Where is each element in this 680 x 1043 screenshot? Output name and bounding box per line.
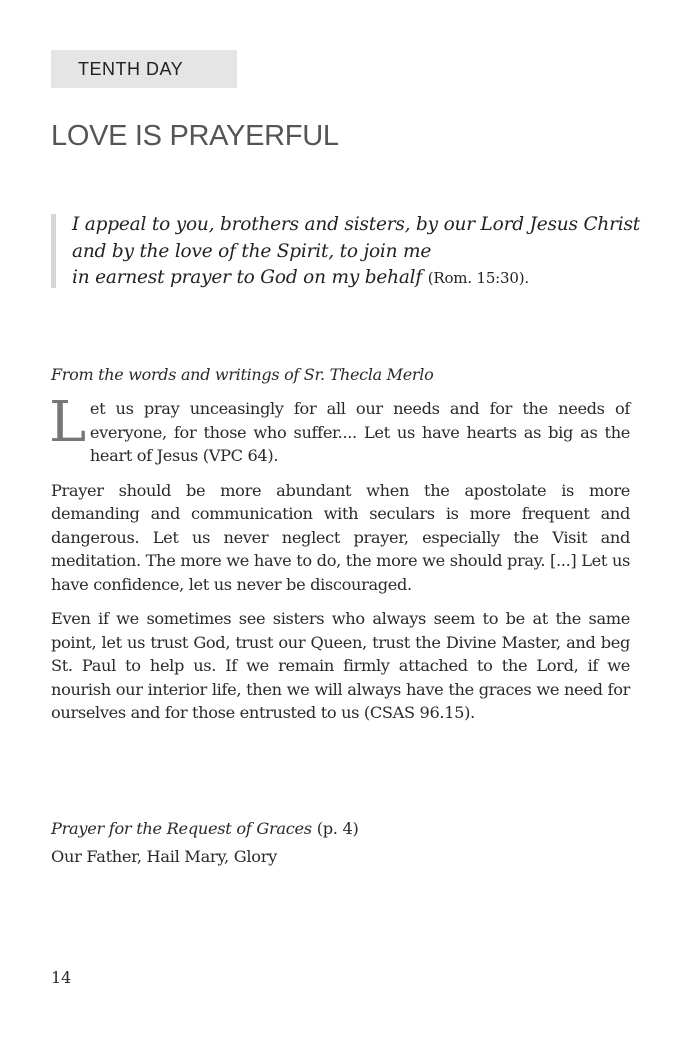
drop-cap: L — [49, 390, 86, 455]
paragraph-2: Prayer should be more abundant when the apostolate is more demanding and communication with seculars is more frequent and dangerous. Let us never neglect prayer, especially the Visit and meditation. The more we have to do, the more we should pray. [...] Let us have confidence, let us never be discouraged. — [51, 480, 630, 594]
body-text — [49, 390, 630, 736]
quote-reference: (Rom. 15:30). — [427, 269, 529, 287]
paragraph-3: Even if we sometimes see sisters who always seem to be at the same point, let us trust God, trust our Queen, trust the Divine Master, and beg St. Paul to help us. If we remain firmly attached to the Lord, if we nourish our interior life, then we will always have the graces we need for ourselves and for those entrusted to us (CSAS 96.15). — [51, 609, 630, 722]
quote-line-1: I appeal to you, brothers and sisters, by our Lord Jesus Christ — [72, 214, 641, 235]
page-title: LOVE IS PRAYERFUL — [51, 120, 339, 152]
quote-bar — [51, 214, 56, 288]
prayer-heading — [51, 816, 358, 842]
prayer-page-ref: (p. 4) — [316, 819, 359, 838]
paragraph-1 — [49, 390, 630, 468]
scripture-quote — [72, 212, 642, 292]
page-number: 14 — [51, 968, 72, 987]
day-label: TENTH DAY — [51, 50, 237, 88]
prayer-title: Prayer for the Request of Graces — [51, 819, 312, 838]
quote-line-2: and by the love of the Spirit, to join me — [72, 240, 432, 262]
prayer-list: Our Father, Hail Mary, Glory — [51, 847, 277, 866]
quote-line-3: in earnest prayer to God on my behalf — [72, 267, 423, 288]
paragraph-1-text: et us pray unceasingly for all our needs and for the needs of everyone, for those who suffer.... Let us have hearts as big as the heart of Jesus (VPC 64). — [89, 399, 630, 465]
source-heading: From the words and writings of Sr. Thecla Merlo — [51, 365, 434, 384]
